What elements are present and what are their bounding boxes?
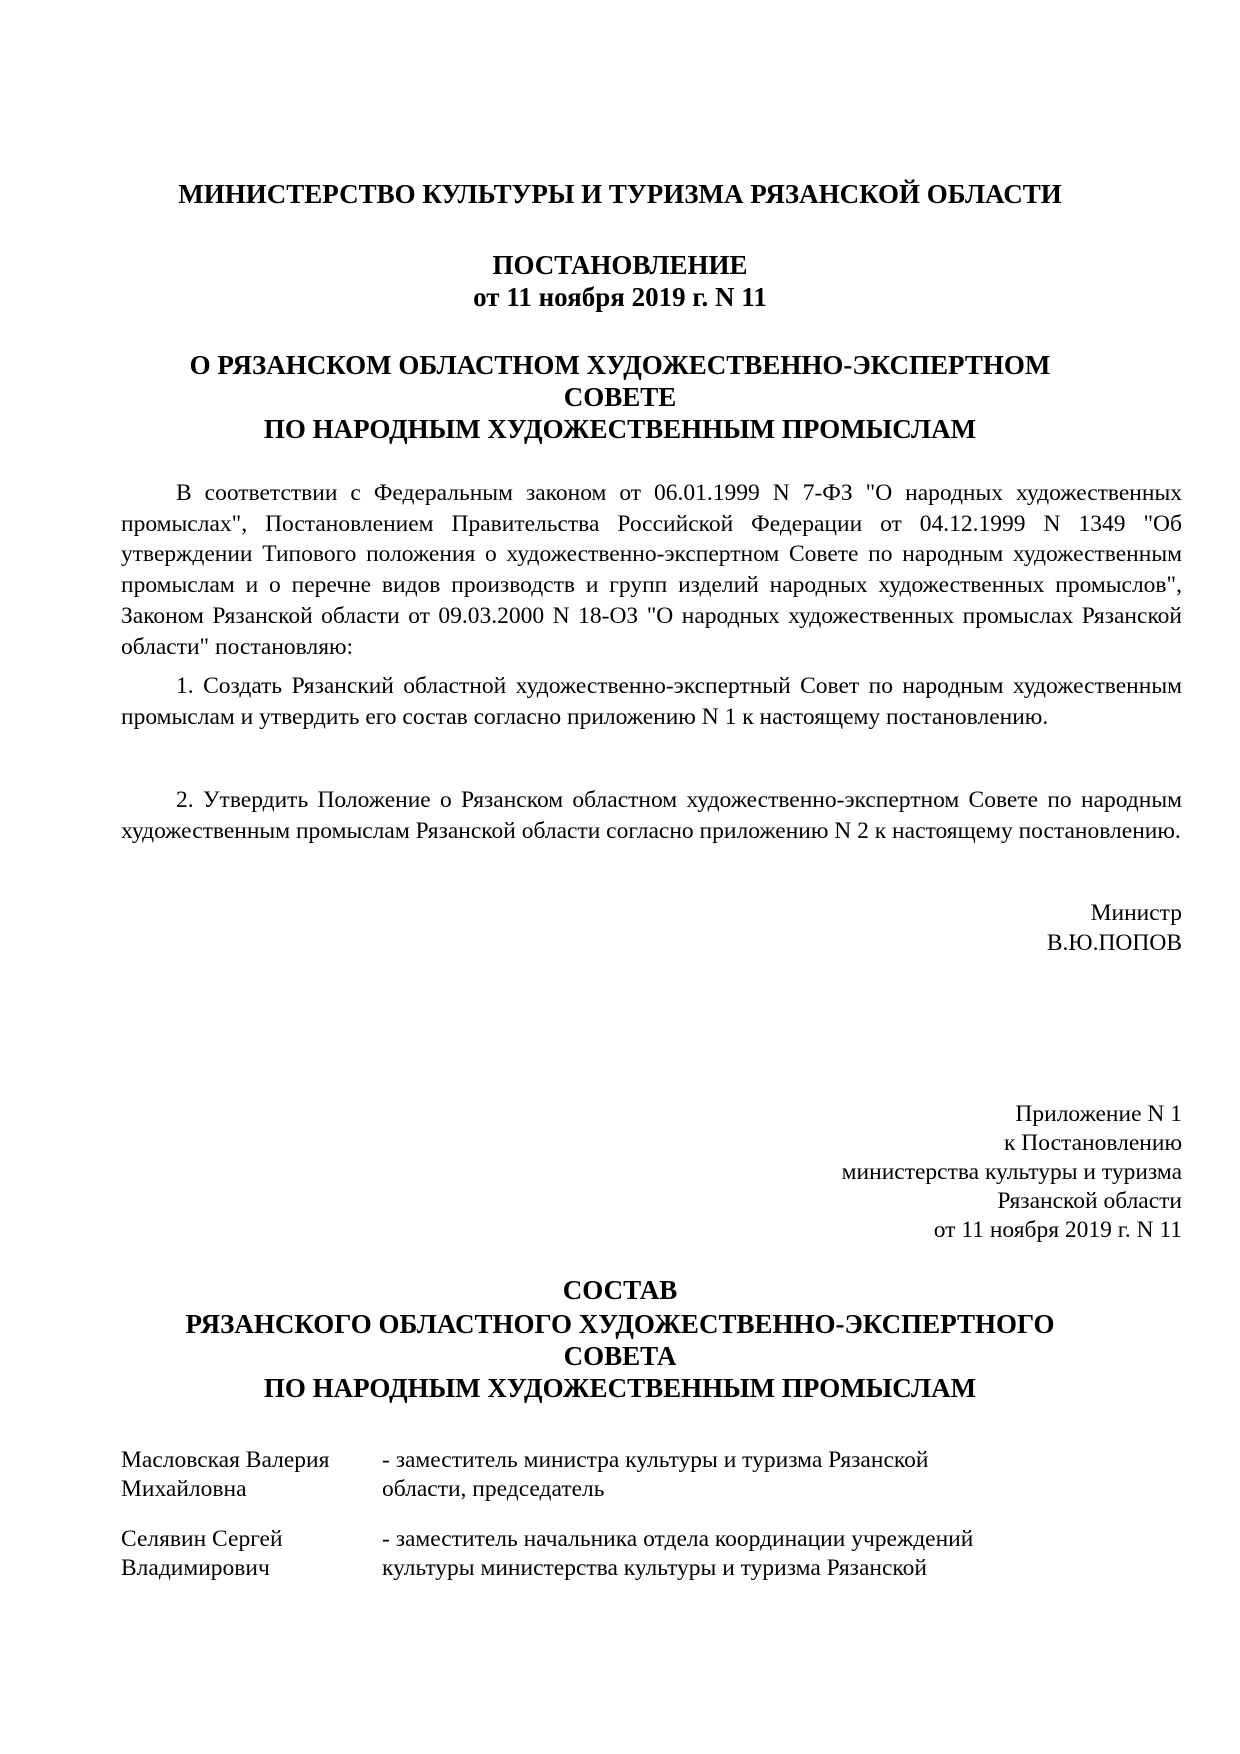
signature-name: В.Ю.ПОПОВ <box>1046 930 1182 956</box>
document-type: ПОСТАНОВЛЕНИЕ <box>492 250 748 280</box>
signature-position: Министр <box>1090 900 1182 926</box>
document-title-line: ПО НАРОДНЫМ ХУДОЖЕСТВЕННЫМ ПРОМЫСЛАМ <box>263 414 977 444</box>
member-name-line: Масловская Валерия <box>121 1447 330 1473</box>
appendix-ref-line: Рязанской области <box>997 1188 1182 1214</box>
item-paragraph: 2. Утвердить Положение о Рязанском областном художественно-экспертном Совете по народным художественным промыслам Рязанской области согласно приложению N 2 к настоящему постановлению. <box>121 787 1182 844</box>
document-title-line: О РЯЗАНСКОМ ОБЛАСТНОМ ХУДОЖЕСТВЕННО-ЭКСПЕРТНОМ <box>189 350 1051 380</box>
member-name <box>121 1446 329 1504</box>
member-name-line: Селявин Сергей <box>121 1526 283 1552</box>
member-name <box>121 1525 283 1583</box>
appendix-title-line: СОСТАВ <box>562 1275 678 1305</box>
member-role-line: культуры министерства культуры и туризма Рязанской <box>382 1555 927 1581</box>
member-role-line: - заместитель министра культуры и туризма Рязанской <box>382 1447 929 1473</box>
preamble-paragraph: В соответствии с Федеральным законом от 06.01.1999 N 7-ФЗ "О народных художественных промыслах", Постановлением Правительства Российской Федерации от 04.12.1999 N 1349 "Об утверждении Типового положения о художественно-экспертном Совете по народным художественным промыслам и о перечне видов производств и групп изделий народных художественных промыслов", Законом Рязанской области от 09.03.2000 N 18-ОЗ "О народных художественных промыслах Рязанской области" постановляю: <box>121 480 1182 660</box>
appendix-title-line: СОВЕТА <box>563 1341 677 1371</box>
member-role <box>382 1446 928 1504</box>
appendix-title-line: ПО НАРОДНЫМ ХУДОЖЕСТВЕННЫМ ПРОМЫСЛАМ <box>263 1373 977 1403</box>
document-title-line: СОВЕТЕ <box>563 382 677 412</box>
member-role-line: - заместитель начальника отдела координации учреждений <box>382 1526 974 1552</box>
ministry-heading: МИНИСТЕРСТВО КУЛЬТУРЫ И ТУРИЗМА РЯЗАНСКОЙ ОБЛАСТИ <box>178 179 1062 209</box>
document-date: от 11 ноября 2019 г. N 11 <box>473 282 767 312</box>
appendix-ref-line: Приложение N 1 <box>1015 1101 1182 1127</box>
appendix-reference <box>842 1100 1182 1245</box>
appendix-ref-line: от 11 ноября 2019 г. N 11 <box>933 1217 1182 1243</box>
member-role-line: области, председатель <box>382 1476 605 1502</box>
member-name-line: Владимирович <box>121 1555 270 1581</box>
member-role <box>382 1525 973 1583</box>
appendix-title-line: РЯЗАНСКОГО ОБЛАСТНОГО ХУДОЖЕСТВЕННО-ЭКСПЕРТНОГО <box>185 1309 1055 1339</box>
member-name-line: Михайловна <box>121 1476 247 1502</box>
appendix-ref-line: министерства культуры и туризма <box>841 1159 1182 1185</box>
item-paragraph: 1. Создать Рязанский областной художественно-экспертный Совет по народным художественным промыслам и утвердить его состав согласно приложению N 1 к настоящему постановлению. <box>121 673 1182 730</box>
appendix-ref-line: к Постановлению <box>1004 1130 1182 1156</box>
